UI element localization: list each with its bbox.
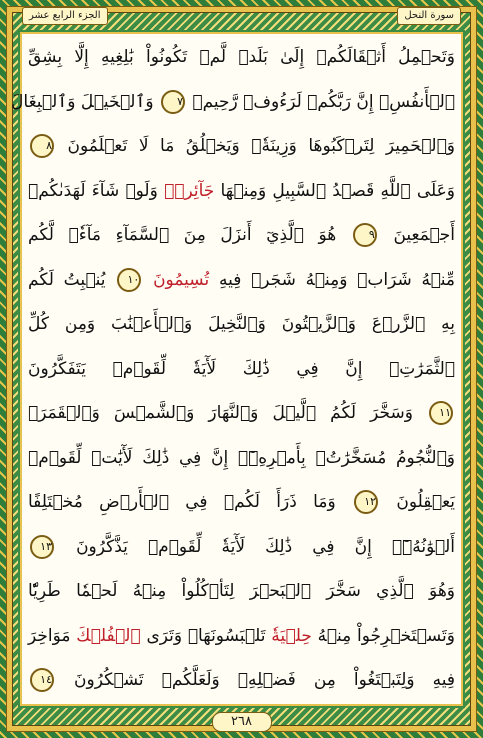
text-line-7 [28,305,455,344]
text-segment: وَلَوۡ شَآءَ لَهَدَىٰكُمۡ [28,180,158,201]
text-segment: بِهِ ٱلزَّرۡعَ وَٱلزَّيۡتُونَ وَٱلنَّخِيلَ وَٱلۡأَعۡنَٰبَ وَمِن كُلِّ [28,314,455,334]
text-line-5 [28,216,455,255]
text-segment: وَسَخَّرَ لَكُمُ ٱلَّيۡلَ وَٱلنَّهَارَ وَٱلشَّمۡسَ وَٱلۡقَمَرَۖ [28,403,413,423]
text-segment: فِيهِ وَلِتَبۡتَغُواْ مِن فَضۡلِهِۦ وَلَعَلَّكُمۡ تَشۡكُرُونَ [74,670,456,690]
text-line-6 [28,261,455,300]
text-line-15 [28,661,455,700]
ayah-number-marker: ١٠ [117,268,141,292]
text-line-8 [28,350,455,389]
text-segment: يَعۡقِلُونَ [396,492,456,512]
highlighted-word: حِلۡيَةٗ [271,625,312,646]
text-segment: مِّنۡهُ شَرَابٞ وَمِنۡهُ شَجَرٞ فِيهِ [218,269,456,290]
text-segment: وَعَلَى ٱللَّهِ قَصۡدُ ٱلسَّبِيلِ وَمِنۡهَا [220,180,456,201]
highlighted-word: ٱلۡفُلۡكَ [76,625,141,646]
highlighted-word: جَآئِرٞۚ [164,180,215,201]
text-line-3 [28,127,455,166]
text-segment: أَلۡوَٰنُهُۥٓۚ إِنَّ فِي ذَٰلِكَ لَأٓيَةٗ لِّقَوۡمٖ يَذَّكَّرُونَ [76,536,455,557]
text-line-12 [28,528,455,567]
ayah-number-marker: ١١ [429,401,453,425]
text-line-9 [28,394,455,433]
text-line-11 [28,483,455,522]
text-segment: مَوَاخِرَ [28,625,71,646]
highlighted-word: تُسِيمُونَ [153,269,210,290]
text-lines [11,38,456,700]
text-segment: وَتَحۡمِلُ أَثۡقَالَكُمۡ إِلَىٰ بَلَدٖ لَّمۡ تَكُونُواْ بَٰلِغِيهِ إِلَّا بِشِقِّ [28,47,455,67]
text-segment: ٱلثَّمَرَٰتِۚ إِنَّ فِي ذَٰلِكَ لَأٓيَةٗ لِّقَوۡمٖ يَتَفَكَّرُونَ [28,358,455,379]
text-segment: وَٱلۡخَيۡلَ وَٱلۡبِغَالَ [11,91,154,112]
ayah-number-marker: ٩ [353,223,377,247]
text-segment: تَلۡبَسُونَهَاۖ وَتَرَى [146,625,266,646]
ayah-number-marker: ١٤ [30,668,54,692]
text-line-4 [28,172,455,211]
text-line-10 [28,439,455,478]
ayah-number-marker: ١٢ [354,490,378,514]
quran-text-panel [11,30,465,708]
text-segment: أَجۡمَعِينَ [393,225,455,245]
ayah-number-marker: ٨ [30,134,54,158]
text-segment: يُنۢبِتُ لَكُم [28,269,106,290]
text-segment: وَٱلۡحَمِيرَ لِتَرۡكَبُوهَا وَزِينَةٗۚ وَيَخۡلُقُ مَا لَا تَعۡلَمُونَ [67,136,455,156]
text-line-14 [28,617,455,656]
text-segment: وَتَسۡتَخۡرِجُواْ مِنۡهُ [317,625,455,646]
page-number: ٢٦٨ [212,712,272,732]
text-line-2 [11,83,455,122]
ayah-number-marker: ٧ [161,90,185,114]
text-line-13 [28,572,455,611]
juz-label: الجزء الرابع عشر [22,7,108,25]
text-line-1 [28,38,455,77]
text-segment: وَهُوَ ٱلَّذِي سَخَّرَ ٱلۡبَحۡرَ لِتَأۡكُلُواْ مِنۡهُ لَحۡمٗا طَرِيّٗا [28,581,455,601]
text-segment: ٱلۡأَنفُسِۚ إِنَّ رَبَّكُمۡ لَرَءُوفٞ رَّحِيمٞ [192,91,455,112]
text-segment: هُوَ ٱلَّذِيٓ أَنزَلَ مِنَ ٱلسَّمَآءِ مَآءٗۖ لَّكُم [28,225,337,245]
text-segment: وَٱلنُّجُومُ مُسَخَّرَٰتُۢ بِأَمۡرِهِۦٓۚ إِنَّ فِي ذَٰلِكَ لَأٓيَٰتٖ لِّقَوۡمٖ [28,447,455,468]
text-segment: وَمَا ذَرَأَ لَكُمۡ فِي ٱلۡأَرۡضِ مُخۡتَلِفًا [28,492,336,512]
surah-label: سورة النحل [397,7,461,25]
ayah-number-marker: ١٣ [30,535,54,559]
